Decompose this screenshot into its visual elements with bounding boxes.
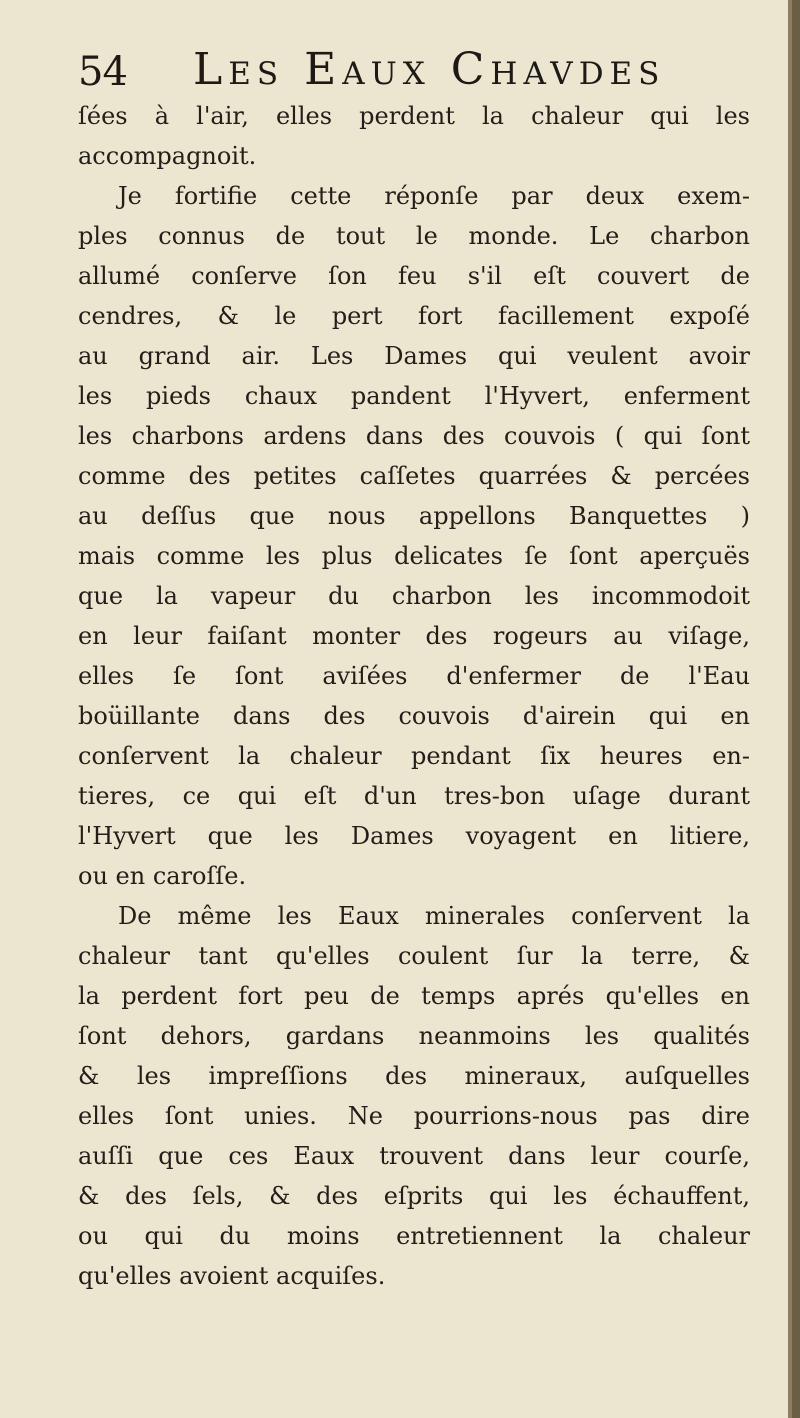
text-line: ples connus de tout le monde. Le charbon xyxy=(78,222,750,250)
text-line: cendres, & le pert fort facillement expoſé xyxy=(78,302,750,330)
text-line: accompagnoit. xyxy=(78,142,257,170)
text-line: auſſi que ces Eaux trouvent dans leur courſe, xyxy=(78,1142,750,1170)
text-line: qu'elles avoient acquiſes. xyxy=(78,1262,386,1290)
text-line: ſées à l'air, elles perdent la chaleur qui les xyxy=(78,102,750,130)
text-line: la perdent fort peu de temps aprés qu'elles en xyxy=(78,982,750,1010)
text-line: les pieds chaux pandent l'Hyvert, enferment xyxy=(78,382,750,410)
text-line: ſont dehors, gardans neanmoins les qualités xyxy=(78,1022,750,1050)
text-line: conſervent la chaleur pendant ſix heures en- xyxy=(78,742,750,770)
running-title: Les Eaux Chavdes xyxy=(193,44,666,95)
text-line: Je fortifie cette réponſe par deux exem- xyxy=(118,182,750,210)
text-line: elles ſont unies. Ne pourrions-nous pas dire xyxy=(78,1102,750,1130)
text-line: boüillante dans des couvois d'airein qui en xyxy=(78,702,750,730)
text-line: chaleur tant qu'elles coulent ſur la terre, & xyxy=(78,942,750,970)
text-line: & des ſels, & des eſprits qui les échauffent, xyxy=(78,1182,750,1210)
text-line: comme des petites caſſetes quarrées & percées xyxy=(78,462,750,490)
text-line: mais comme les plus delicates ſe ſont aperçuës xyxy=(78,542,750,570)
text-line: De même les Eaux minerales conſervent la xyxy=(118,902,750,930)
text-line: elles ſe ſont aviſées d'enfermer de l'Eau xyxy=(78,662,750,690)
text-line: que la vapeur du charbon les incommodoit xyxy=(78,582,750,610)
text-line: ou qui du moins entretiennent la chaleur xyxy=(78,1222,750,1250)
page-number: 54 xyxy=(78,49,127,95)
text-line: ou en caroſſe. xyxy=(78,862,247,890)
text-line: les charbons ardens dans des couvois ( qui ſont xyxy=(78,422,750,450)
text-line: au grand air. Les Dames qui veulent avoir xyxy=(78,342,750,370)
text-line: au deſſus que nous appellons Banquettes ) xyxy=(78,502,750,530)
text-line: l'Hyvert que les Dames voyagent en litiere, xyxy=(78,822,750,850)
text-line: en leur faiſant monter des rogeurs au viſage, xyxy=(78,622,750,650)
text-line: tieres, ce qui eſt d'un tres-bon uſage durant xyxy=(78,782,750,810)
text-line: allumé conſerve ſon feu s'il eſt couvert de xyxy=(78,262,750,290)
text-line: & les impreſſions des mineraux, auſquelles xyxy=(78,1062,750,1090)
page-header xyxy=(78,40,758,100)
page-edge-highlight xyxy=(788,0,792,1418)
